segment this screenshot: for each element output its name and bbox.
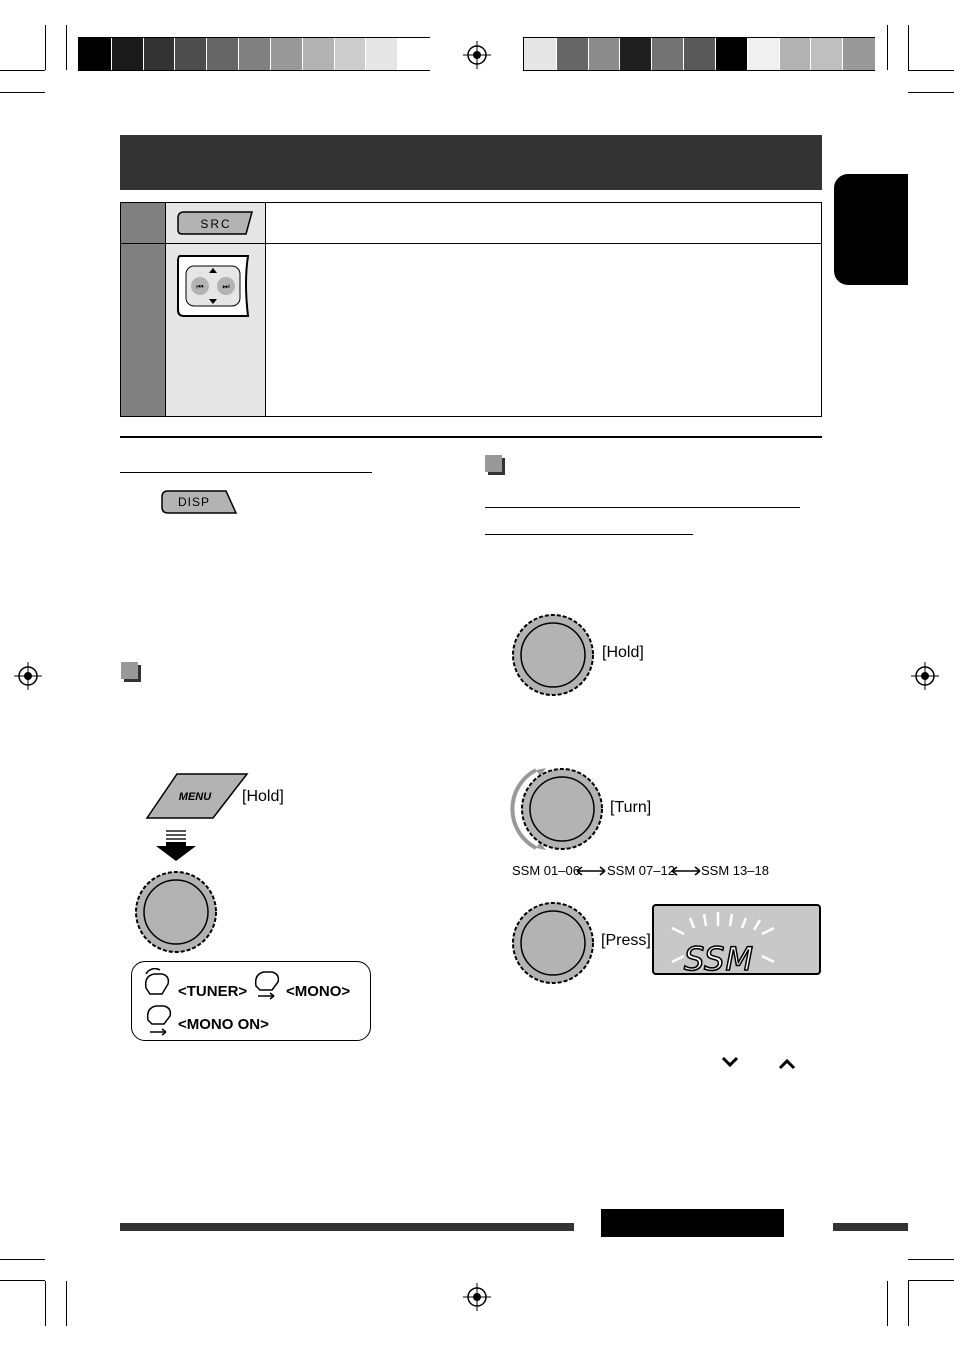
src-button-icon <box>176 210 256 236</box>
calibration-swatch <box>556 38 589 70</box>
ssm-range-2: SSM 07–12 <box>607 863 675 878</box>
ssm-range-1: SSM 01–06 <box>512 863 580 878</box>
control-table <box>120 202 822 417</box>
calibration-swatch <box>651 38 684 70</box>
calibration-bar-right <box>523 37 875 71</box>
crop-mark <box>0 70 45 71</box>
crop-mark <box>66 25 67 70</box>
svg-text:SRC: SRC <box>200 217 232 231</box>
chevron-down-icon <box>720 1055 740 1069</box>
registration-mark-icon <box>463 41 491 69</box>
row-icon-cell <box>166 203 266 243</box>
menu-item-tuner: <TUNER> <box>178 983 248 1000</box>
double-arrow-icon <box>576 866 606 876</box>
crop-mark <box>908 70 954 71</box>
calibration-swatch <box>588 38 621 70</box>
control-knob-icon[interactable] <box>133 869 219 955</box>
table-row <box>121 244 821 416</box>
crop-mark <box>887 25 888 70</box>
turn-press-hand-icon <box>250 968 284 1000</box>
crop-mark <box>908 92 954 93</box>
section-bullet-icon <box>121 662 138 679</box>
registration-mark-icon <box>14 662 42 690</box>
control-knob-icon[interactable] <box>510 612 596 698</box>
turn-label: [Turn] <box>610 799 652 816</box>
calibration-swatch <box>715 38 748 70</box>
crop-mark <box>908 1259 954 1260</box>
calibration-swatch <box>270 38 303 70</box>
calibration-swatch <box>206 38 239 70</box>
svg-text:DISP: DISP <box>177 495 211 509</box>
menu-button-icon[interactable] <box>143 770 249 822</box>
calibration-swatch <box>683 38 716 70</box>
calibration-swatch <box>143 38 176 70</box>
calibration-swatch <box>524 38 556 70</box>
underline-rule <box>485 507 800 508</box>
calibration-swatch <box>365 38 398 70</box>
crop-mark <box>45 25 46 70</box>
hold-label: [Hold] <box>242 788 284 805</box>
section-divider <box>120 436 822 438</box>
hold-label: [Hold] <box>602 644 644 661</box>
control-knob-icon[interactable] <box>510 900 596 986</box>
lcd-text-ghost <box>656 950 817 970</box>
turn-press-hand-icon <box>142 1002 176 1036</box>
control-knob-icon[interactable] <box>506 764 606 854</box>
down-arrow-icon <box>156 830 196 862</box>
registration-mark-icon <box>911 662 939 690</box>
menu-item-mono-on: <MONO ON> <box>178 1016 269 1033</box>
crop-mark <box>0 1259 45 1260</box>
language-side-tab <box>834 174 908 285</box>
svg-text:⏮: ⏮ <box>196 282 204 291</box>
underline-rule <box>485 534 693 535</box>
disp-button-icon[interactable] <box>160 489 238 515</box>
section-bullet-icon <box>485 455 502 472</box>
row-marker <box>121 203 166 243</box>
calibration-swatch <box>334 38 367 70</box>
calibration-bar-left <box>78 37 430 71</box>
page-number-box <box>601 1209 784 1237</box>
control-pad-icon <box>176 252 256 322</box>
table-row <box>121 203 821 244</box>
crop-mark <box>908 25 909 70</box>
svg-text:MENU: MENU <box>178 791 212 803</box>
calibration-swatch <box>111 38 144 70</box>
crop-mark <box>66 1281 67 1326</box>
row-marker <box>121 244 166 416</box>
crop-mark <box>45 1281 46 1326</box>
calibration-swatch <box>174 38 207 70</box>
calibration-swatch <box>619 38 652 70</box>
crop-mark <box>0 1280 45 1281</box>
calibration-swatch <box>747 38 780 70</box>
ssm-range-3: SSM 13–18 <box>701 863 769 878</box>
crop-mark <box>887 1281 888 1326</box>
calibration-swatch <box>79 38 111 70</box>
underline-rule <box>120 472 372 473</box>
calibration-swatch <box>302 38 335 70</box>
calibration-swatch <box>397 38 430 70</box>
press-label: [Press] <box>601 932 651 949</box>
footer-rule-right <box>833 1223 908 1231</box>
lcd-display <box>652 904 821 975</box>
footer-rule <box>120 1223 574 1231</box>
calibration-swatch <box>810 38 843 70</box>
calibration-swatch <box>238 38 271 70</box>
double-arrow-icon <box>671 866 701 876</box>
menu-item-mono: <MONO> <box>286 983 351 1000</box>
chevron-up-icon <box>777 1057 797 1071</box>
menu-path-box <box>131 961 371 1041</box>
row-icon-cell <box>166 244 266 416</box>
registration-mark-icon <box>463 1283 491 1311</box>
calibration-swatch <box>842 38 875 70</box>
turn-hand-icon <box>142 968 176 996</box>
svg-text:⏭: ⏭ <box>222 282 230 291</box>
crop-mark <box>908 1281 909 1326</box>
section-header-bar <box>120 135 822 190</box>
crop-mark <box>908 1280 954 1281</box>
crop-mark <box>0 92 45 93</box>
calibration-swatch <box>779 38 812 70</box>
lcd-text: SSM <box>684 940 755 975</box>
